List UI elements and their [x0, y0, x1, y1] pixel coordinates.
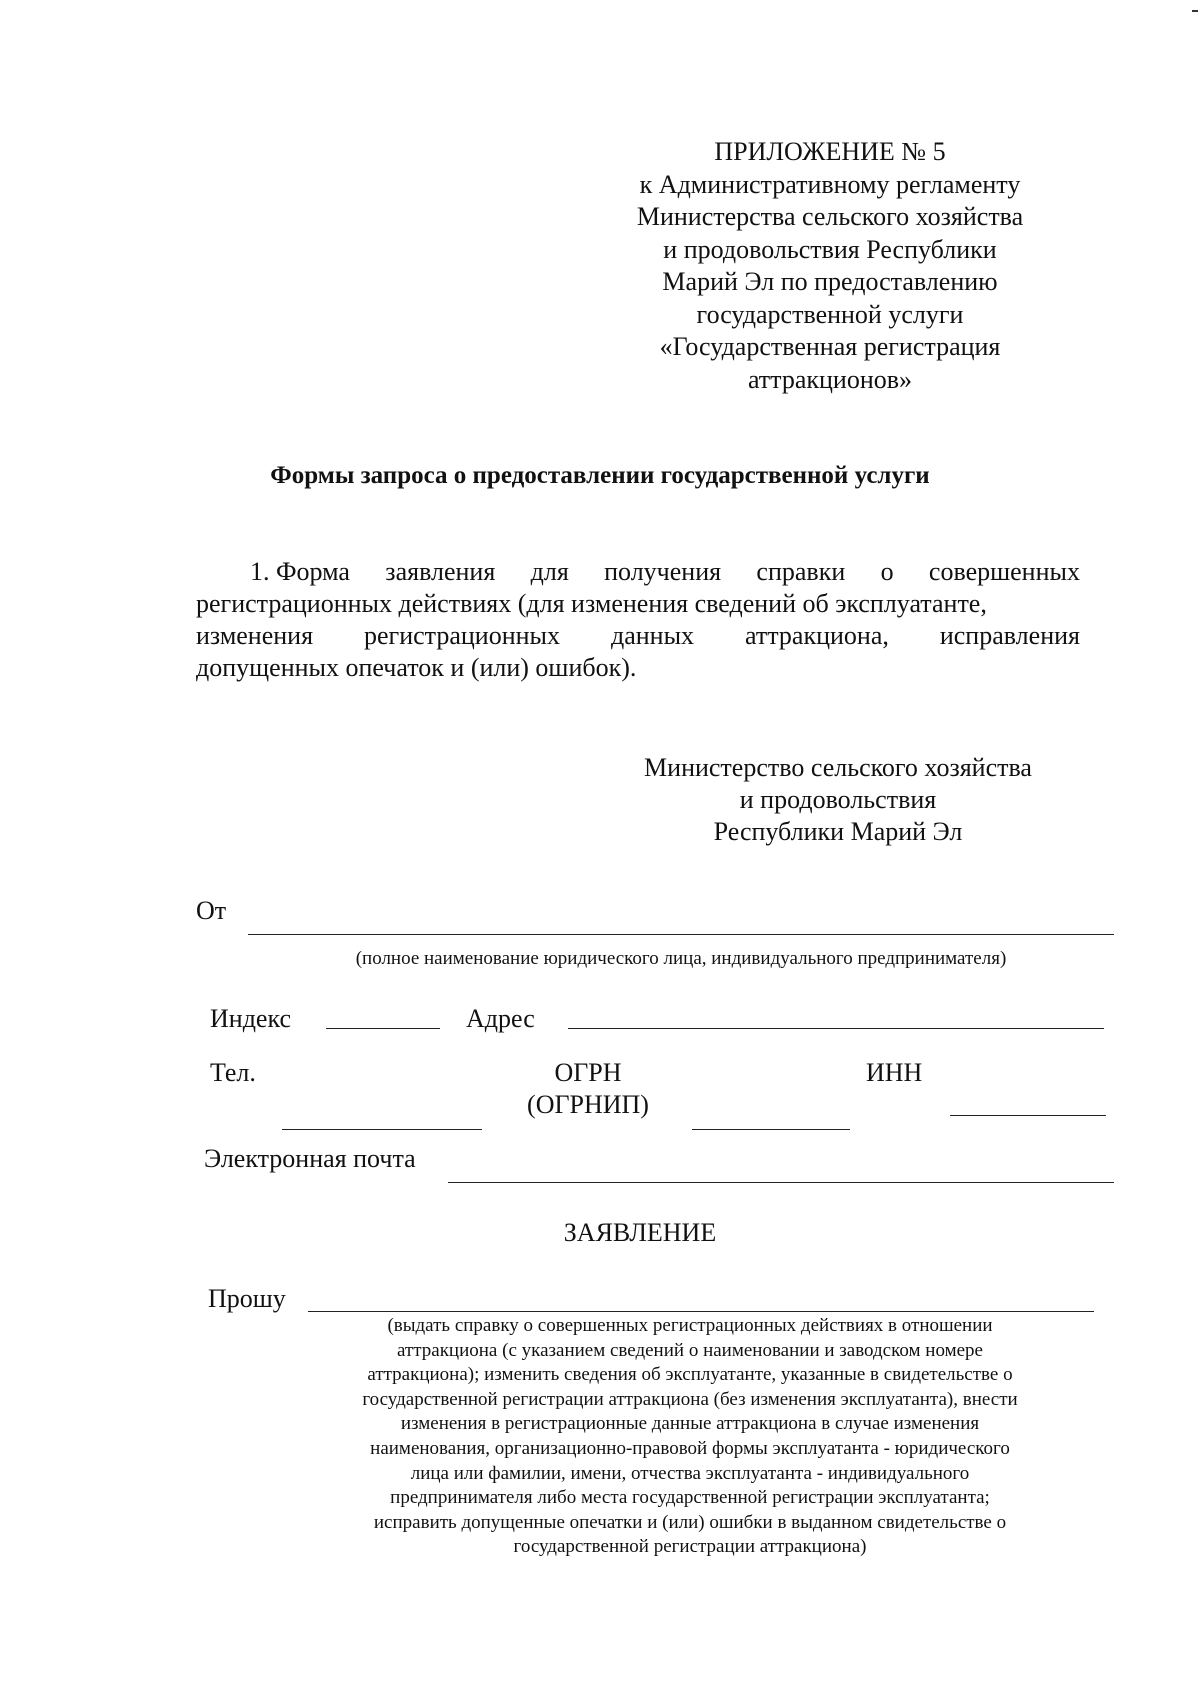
- request-field-line[interactable]: [308, 1311, 1094, 1312]
- application-title: ЗАЯВЛЕНИЕ: [563, 1218, 717, 1247]
- appendix-header: [600, 136, 1060, 396]
- note-line: аттракциона (с указанием сведений о наименовании и заводском номере: [396, 1339, 983, 1361]
- word: допущенных опечаток и (или) ошибок).: [196, 653, 637, 682]
- from-label: От: [196, 896, 227, 925]
- note-line: аттракциона); изменить сведения об эксплуатанте, указанные в свидетельстве о: [367, 1364, 1013, 1386]
- header-line: Министерства сельского хозяйства: [636, 202, 1024, 231]
- note-line: предпринимателя либо места государственной регистрации эксплуатанта;: [390, 1487, 990, 1509]
- form-description-paragraph: [196, 556, 1080, 684]
- paragraph-line: [196, 652, 1080, 684]
- phone-label: Тел.: [210, 1058, 256, 1087]
- note-line: исправить допущенные опечатки и (или) ошибки в выданном свидетельстве о: [373, 1511, 1007, 1533]
- header-line: аттракционов»: [747, 364, 913, 394]
- phone-field-line[interactable]: [282, 1129, 482, 1130]
- header-line: ПРИЛОЖЕНИЕ № 5: [714, 137, 946, 166]
- email-label: Электронная почта: [204, 1144, 416, 1173]
- paragraph-line: [196, 588, 1080, 620]
- from-field-line[interactable]: [248, 934, 1114, 935]
- word: получения: [604, 557, 722, 586]
- index-label: Индекс: [210, 1004, 291, 1033]
- header-line: «Государственная регистрация: [659, 332, 1001, 361]
- ogrn-label: ОГРН: [554, 1058, 622, 1087]
- email-field-line[interactable]: [448, 1182, 1114, 1183]
- ogrnip-label: (ОГРНИП): [527, 1090, 649, 1119]
- word: справки: [756, 557, 846, 586]
- note-line: изменения в регистрационные данные аттракциона в случае изменения: [400, 1413, 980, 1435]
- header-line: Марий Эл по предоставлению: [662, 267, 998, 296]
- word: 1. Форма: [250, 557, 350, 586]
- request-field-note: [280, 1314, 1100, 1560]
- note-line: лица или фамилии, имени, отчества эксплуатанта - индивидуального: [410, 1462, 970, 1484]
- word: исправления: [939, 621, 1080, 650]
- inn-label: ИНН: [866, 1058, 923, 1087]
- note-line: (выдать справку о совершенных регистрационных действиях в отношении: [387, 1315, 993, 1336]
- header-line: государственной услуги: [696, 299, 964, 329]
- word: для: [530, 557, 569, 586]
- header-line: к Административному регламенту: [639, 169, 1021, 199]
- from-field-note: (полное наименование юридического лица, индивидуального предпринимателя): [355, 948, 1007, 969]
- ogrn-field-line[interactable]: [692, 1129, 850, 1130]
- word: данных: [610, 621, 695, 650]
- header-line: и продовольствия Республики: [663, 234, 997, 264]
- address-field-line[interactable]: [568, 1028, 1104, 1029]
- addressee-line: и продовольствия: [739, 785, 937, 814]
- document-title: Формы запроса о предоставлении государственной услуги: [270, 462, 930, 489]
- word: о: [880, 557, 894, 586]
- word: изменения: [196, 621, 314, 650]
- note-line: государственной регистрации аттракциона): [513, 1536, 867, 1558]
- addressee-line: Республики Марий Эл: [713, 817, 963, 846]
- word: совершенных: [928, 557, 1080, 586]
- addressee-line: Министерство сельского хозяйства: [644, 753, 1032, 782]
- addressee-block: [608, 752, 1068, 848]
- note-line: наименования, организационно-правовой формы эксплуатанта - юридического: [370, 1437, 1010, 1459]
- address-label: Адрес: [466, 1004, 535, 1033]
- request-label: Прошу: [208, 1284, 286, 1313]
- index-field-line[interactable]: [326, 1028, 440, 1029]
- word: регистрационных: [364, 621, 561, 650]
- paragraph-line: [196, 620, 1080, 652]
- word: заявления: [385, 557, 496, 586]
- paragraph-line: [196, 556, 1080, 588]
- scan-mark: [1192, 10, 1198, 12]
- note-line: государственной регистрации аттракциона (без изменения эксплуатанта), внести: [362, 1388, 1018, 1410]
- inn-field-line[interactable]: [950, 1115, 1106, 1116]
- word: аттракциона,: [745, 621, 889, 650]
- word: регистрационных действиях (для изменения сведений об эксплуатанте,: [196, 589, 987, 618]
